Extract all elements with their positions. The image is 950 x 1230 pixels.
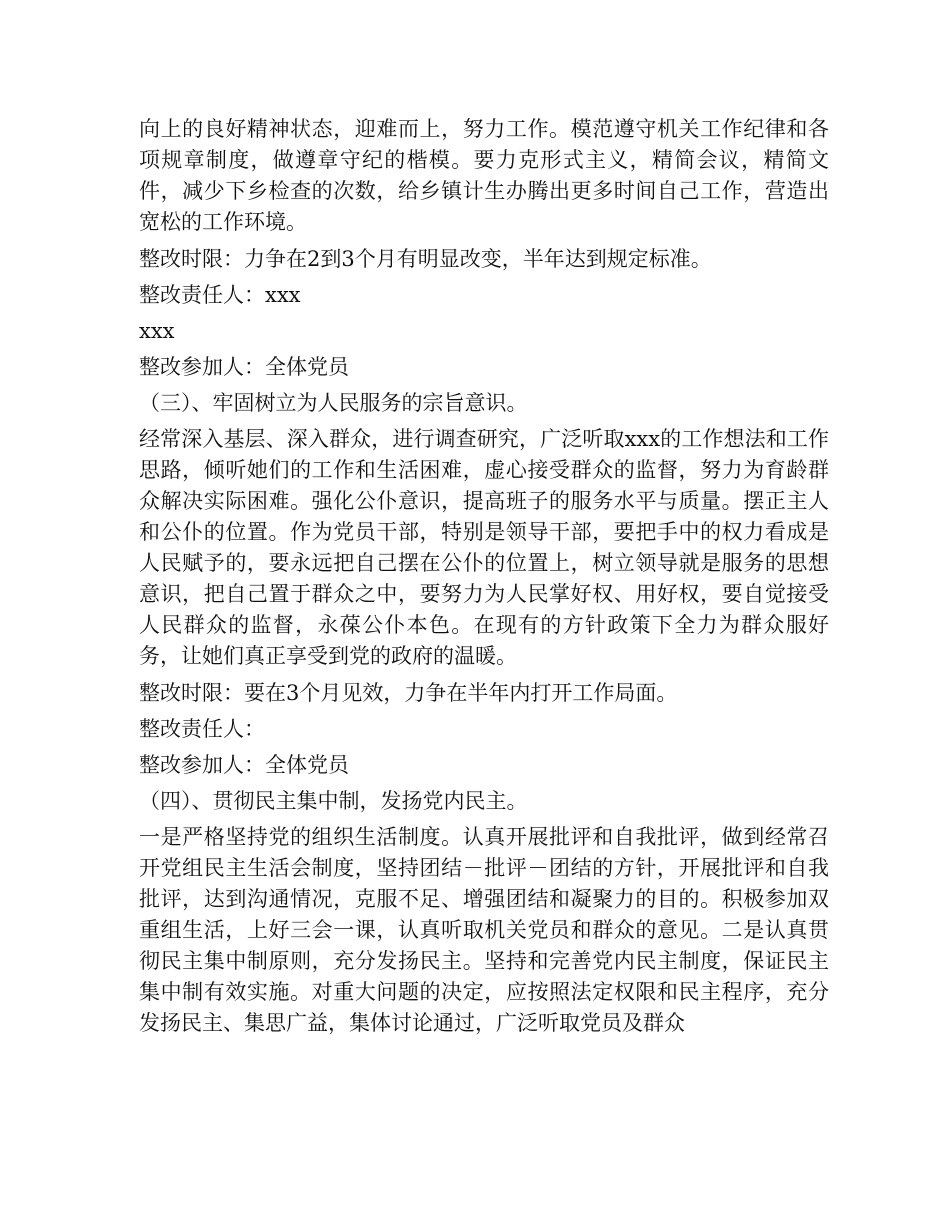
document-body xyxy=(139,114,829,1045)
section-heading-4: （四）、贯彻民主集中制，发扬党内民主。 xyxy=(139,789,528,813)
responsible-person-1: 整改责任人：xxx xyxy=(139,283,301,307)
rectification-deadline-1: 整改时限：力争在2到3个月有明显改变，半年达到规定标准。 xyxy=(139,247,712,271)
paragraph-serve-people: 经常深入基层、深入群众，进行调查研究，广泛听取xxx的工作想法和工作思路，倾听她们的工作和生活困难，虚心接受群众的监督，努力为育龄群众解决实际困难。强化公仆意识，提高班子的服务水平与质量。摆正主人和公仆的位置。作为党员干部，特别是领导干部，要把手中的权力看成是人民赋予的，要永远把自己摆在公仆的位置上，树立领导就是服务的思想意识，把自己置于群众之中，要努力为人民掌好权、用好权，要自觉接受人民群众的监督，永葆公仆本色。在现有的方针政策下全力为群众服好务，让她们真正享受到党的政府的温暖。 xyxy=(139,427,829,668)
responsible-person-2: 整改责任人： xyxy=(139,717,265,741)
responsible-person-1-continued: xxx xyxy=(139,319,175,343)
paragraph-democratic-centralism: 一是严格坚持党的组织生活制度。认真开展批评和自我批评，做到经常召开党组民主生活会制度，坚持团结－批评－团结的方针，开展批评和自我批评，达到沟通情况，克服不足、增强团结和凝聚力的目的。积极参加双重组生活，上好三会一课，认真听取机关党员和群众的意见。二是认真贯彻民主集中制原则，充分发扬民主。坚持和完善党内民主制度，保证民主集中制有效实施。对重大问题的决定，应按照法定权限和民主程序，充分发扬民主、集思广益，集体讨论通过，广泛听取党员及群众 xyxy=(139,825,829,1035)
rectification-deadline-2: 整改时限：要在3个月见效，力争在半年内打开工作局面。 xyxy=(139,681,678,705)
participants-1: 整改参加人：全体党员 xyxy=(139,355,349,379)
section-heading-3: （三）、牢固树立为人民服务的宗旨意识。 xyxy=(139,391,528,415)
paragraph-work-style: 向上的良好精神状态，迎难而上，努力工作。模范遵守机关工作纪律和各项规章制度，做遵章守纪的楷模。要力克形式主义，精简会议，精简文件，减少下乡检查的次数，给乡镇计生办腾出更多时间自己工作，营造出宽松的工作环境。 xyxy=(139,117,829,234)
participants-2: 整改参加人：全体党员 xyxy=(139,753,349,777)
